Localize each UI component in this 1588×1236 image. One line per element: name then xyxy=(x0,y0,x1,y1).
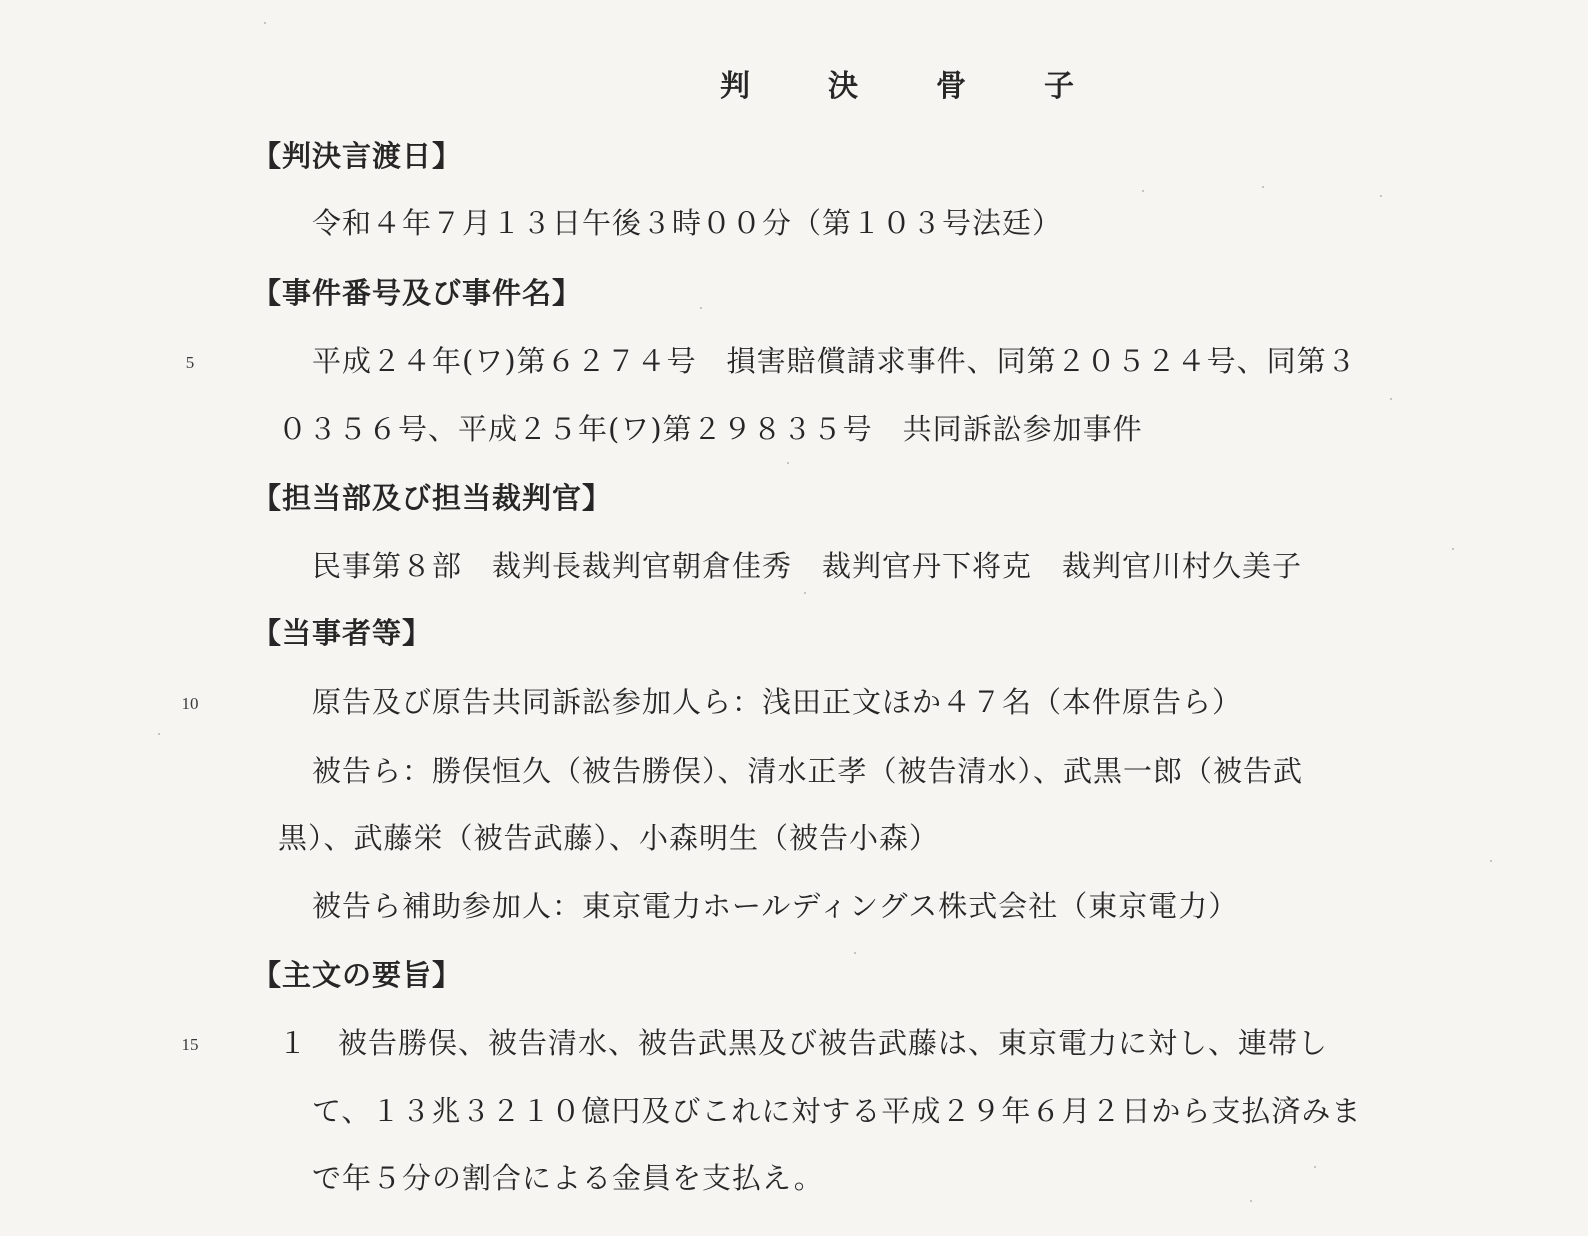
parties-defendants-line-2: 黒）、武藤栄（被告武藤）、小森明生（被告小森） xyxy=(278,821,940,855)
parties-plaintiffs-line: 原告及び原告共同訴訟参加人ら：浅田正文ほか４７名（本件原告ら） xyxy=(312,685,1243,719)
heading-main-text: 【主文の要旨】 xyxy=(252,958,463,992)
heading-case-number: 【事件番号及び事件名】 xyxy=(252,276,583,310)
heading-judgment-date: 【判決言渡日】 xyxy=(252,139,463,173)
line-number: 10 xyxy=(181,694,199,713)
document-title: 判 決 骨 子 xyxy=(720,69,1098,104)
main-text-line-1: １ 被告勝俣、被告清水、被告武黒及び被告武藤は、東京電力に対し、連帯し xyxy=(278,1026,1329,1060)
parties-defendants-line-1: 被告ら：勝俣恒久（被告勝俣）、清水正孝（被告清水）、武黒一郎（被告武 xyxy=(312,754,1304,788)
case-number-line-1: 平成２４年(ワ)第６２７４号 損害賠償請求事件、同第２０５２４号、同第３ xyxy=(312,344,1357,378)
line-number: 15 xyxy=(181,1035,199,1054)
heading-judges: 【担当部及び担当裁判官】 xyxy=(252,481,613,515)
judges-line: 民事第８部 裁判長裁判官朝倉佳秀 裁判官丹下将克 裁判官川村久美子 xyxy=(312,549,1303,583)
judgment-date-line: 令和４年７月１３日午後３時００分（第１０３号法廷） xyxy=(312,206,1063,240)
line-number: 5 xyxy=(185,353,195,372)
main-text-line-3: で年５分の割合による金員を支払え。 xyxy=(312,1161,824,1195)
main-text-line-2: て、１３兆３２１０億円及びこれに対する平成２９年６月２日から支払済みま xyxy=(312,1094,1362,1128)
heading-parties: 【当事者等】 xyxy=(252,616,433,650)
parties-intervenor-line: 被告ら補助参加人：東京電力ホールディングス株式会社（東京電力） xyxy=(312,889,1239,923)
case-number-line-2: ０３５６号、平成２５年(ワ)第２９８３５号 共同訴訟参加事件 xyxy=(278,412,1143,446)
